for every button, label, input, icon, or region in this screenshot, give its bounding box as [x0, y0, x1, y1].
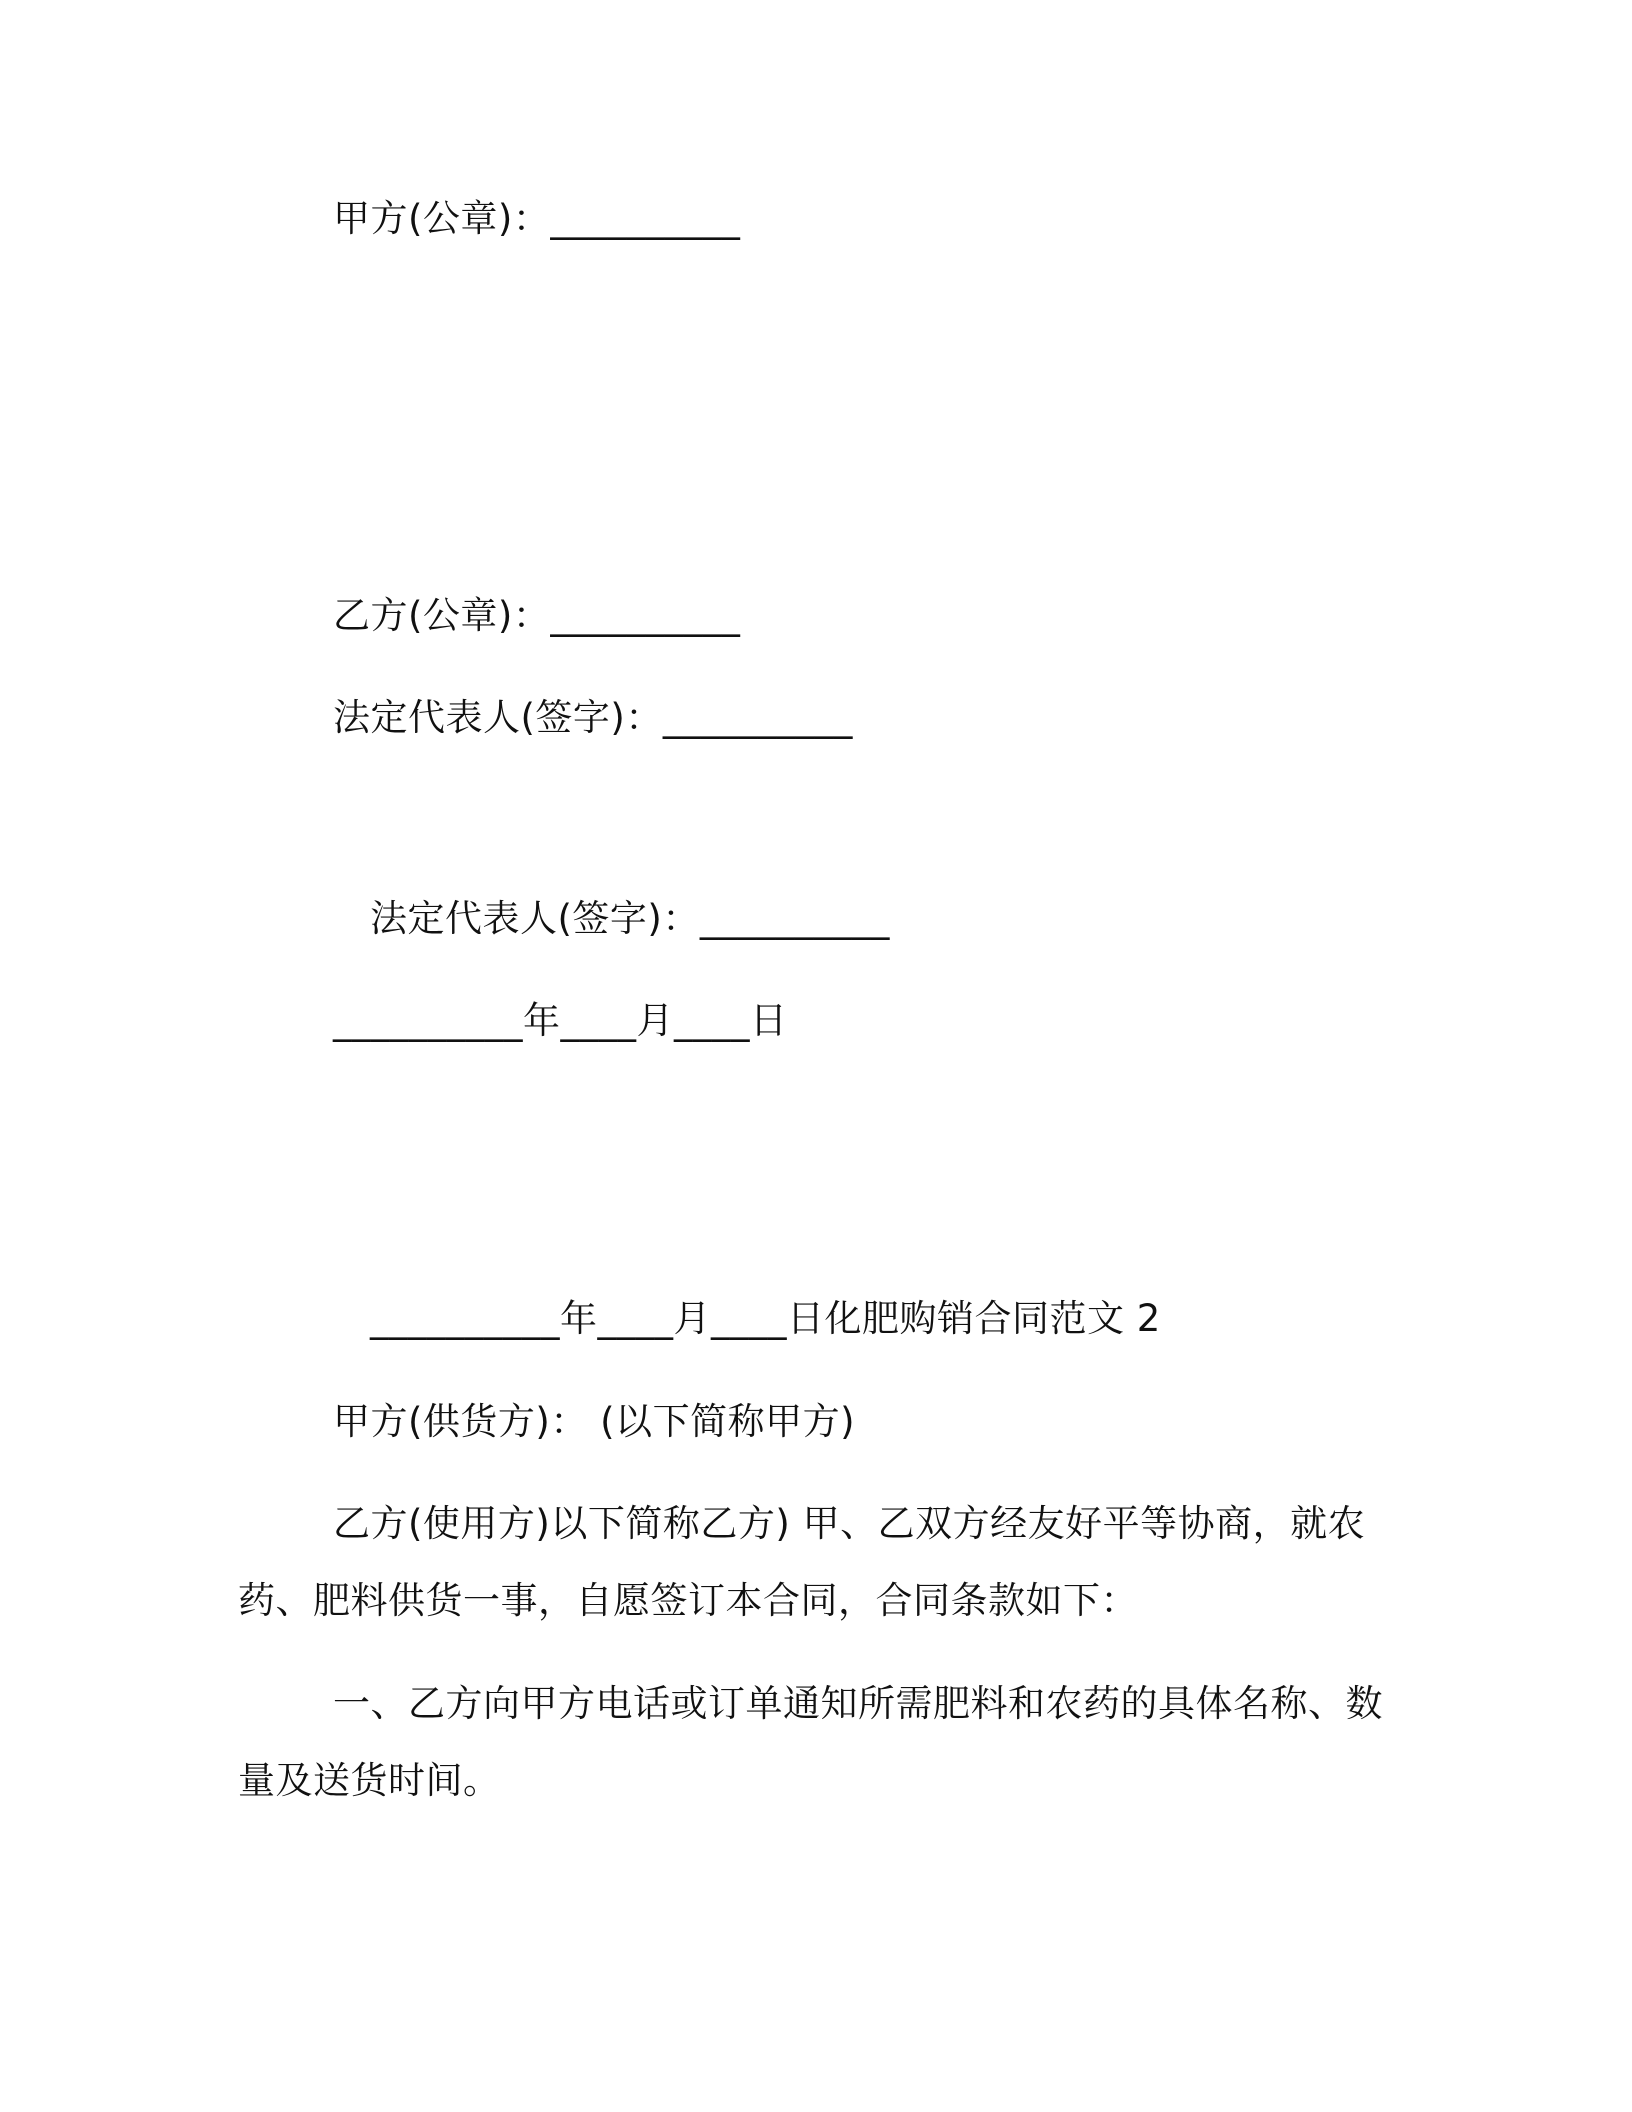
clause-1-line-1: 一、乙方向甲方电话或订单通知所需肥料和农药的具体名称、数 [333, 1682, 1383, 1725]
legal-representative-line: 法定代表人(签字)：__________ [333, 696, 853, 739]
supplier-line: 甲方(供货方)： (以下简称甲方) [333, 1400, 856, 1443]
intro-paragraph-line-2: 药、肥料供货一事，自愿签订本合同，合同条款如下： [238, 1579, 1138, 1622]
date-line: __________年____月____日 [333, 999, 788, 1042]
legal-representative-line-2: 法定代表人(签字)：__________ [370, 897, 890, 940]
contract-title-line: __________年____月____日化肥购销合同范文 2 [370, 1297, 1161, 1340]
clause-1-line-2: 量及送货时间。 [238, 1759, 501, 1802]
party-a-seal-line: 甲方(公章)：__________ [333, 197, 741, 240]
intro-paragraph-line-1: 乙方(使用方)以下简称乙方) 甲、乙双方经友好平等协商，就农 [333, 1502, 1366, 1545]
party-b-seal-line: 乙方(公章)：__________ [333, 594, 741, 637]
